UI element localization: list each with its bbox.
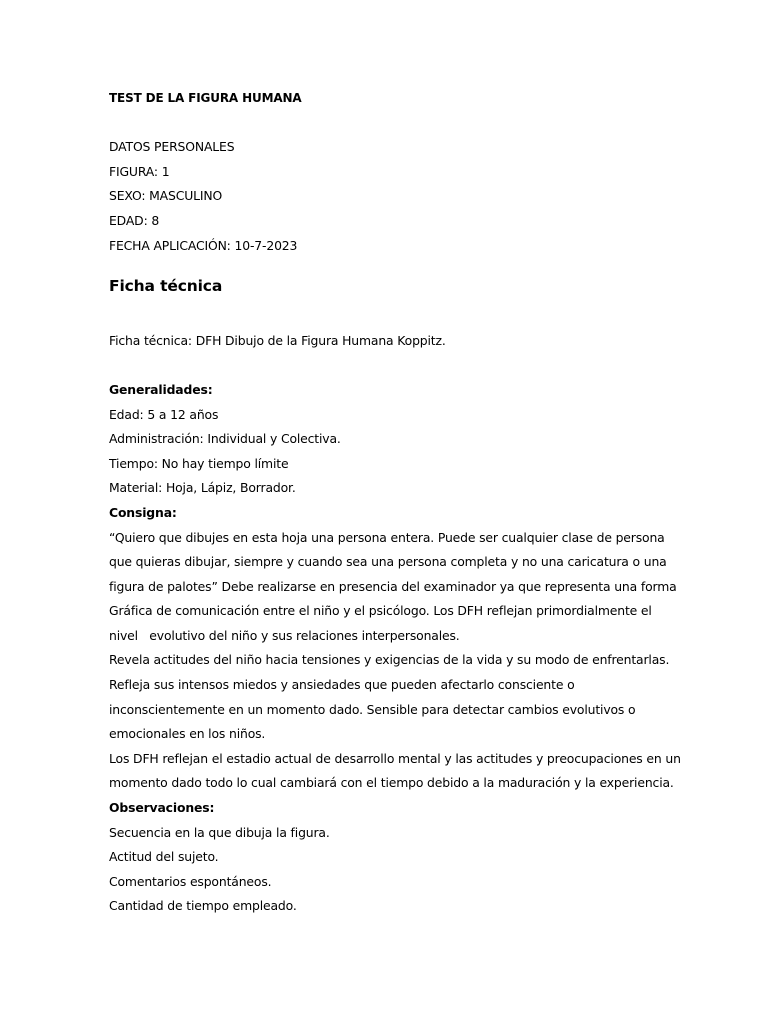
instructions-heading: Consigna: [109,504,177,520]
observations-heading: Observaciones: [109,800,215,816]
instructions-line: momento dado todo lo cual cambiará con el tiempo debido a la maduración y la experiencia. [109,775,674,791]
technical-sheet-heading: Ficha técnica [109,277,223,296]
spacer [109,304,669,329]
spacer [109,258,669,268]
instructions-line: nivel evolutivo del niño y sus relaciones interpersonales. [109,627,460,643]
spacer [109,353,669,378]
application-date-field: FECHA APLICACIÓN: 10-7-2023 [109,237,298,253]
observation-item: Actitud del sujeto. [109,849,219,865]
instructions-line: Refleja sus intensos miedos y ansiedades que pueden afectarlo consciente o [109,677,575,693]
personal-data-heading: DATOS PERSONALES [109,139,235,155]
document-title: TEST DE LA FIGURA HUMANA [109,91,302,105]
technical-sheet-description: Ficha técnica: DFH Dibujo de la Figura Humana Koppitz. [109,332,446,348]
observation-item: Secuencia en la que dibuja la figura. [109,824,330,840]
age-field: EDAD: 8 [109,212,160,228]
observation-item: Cantidad de tiempo empleado. [109,898,297,914]
figure-number: FIGURA: 1 [109,163,170,179]
instructions-line: que quieras dibujar, siempre y cuando sea una persona completa y no una caricatura o una [109,554,667,570]
instructions-line: emocionales en los niños. [109,726,266,742]
instructions-line: figura de palotes” Debe realizarse en presencia del examinador ya que representa una forma [109,578,677,594]
instructions-line: “Quiero que dibujes en esta hoja una persona entera. Puede ser cualquier clase de persona [109,529,665,545]
instructions-line: Gráfica de comunicación entre el niño y el psicólogo. Los DFH reflejan primordialmente el [109,603,652,619]
observation-item: Comentarios espontáneos. [109,873,272,889]
instructions-line: Los DFH reflejan el estadio actual de desarrollo mental y las actitudes y preocupaciones en un [109,750,681,766]
time-limit: Tiempo: No hay tiempo límite [109,455,289,471]
administration: Administración: Individual y Colectiva. [109,431,341,447]
age-range: Edad: 5 a 12 años [109,406,219,422]
spacer [109,111,669,136]
sex-field: SEXO: MASCULINO [109,188,223,204]
instructions-line: Revela actitudes del niño hacia tensiones y exigencias de la vida y su modo de enfrentarlas. [109,652,670,668]
materials: Material: Hoja, Lápiz, Borrador. [109,480,296,496]
generalities-heading: Generalidades: [109,381,213,397]
instructions-line: inconscientemente en un momento dado. Sensible para detectar cambios evolutivos o [109,701,636,717]
document-body [109,86,681,919]
